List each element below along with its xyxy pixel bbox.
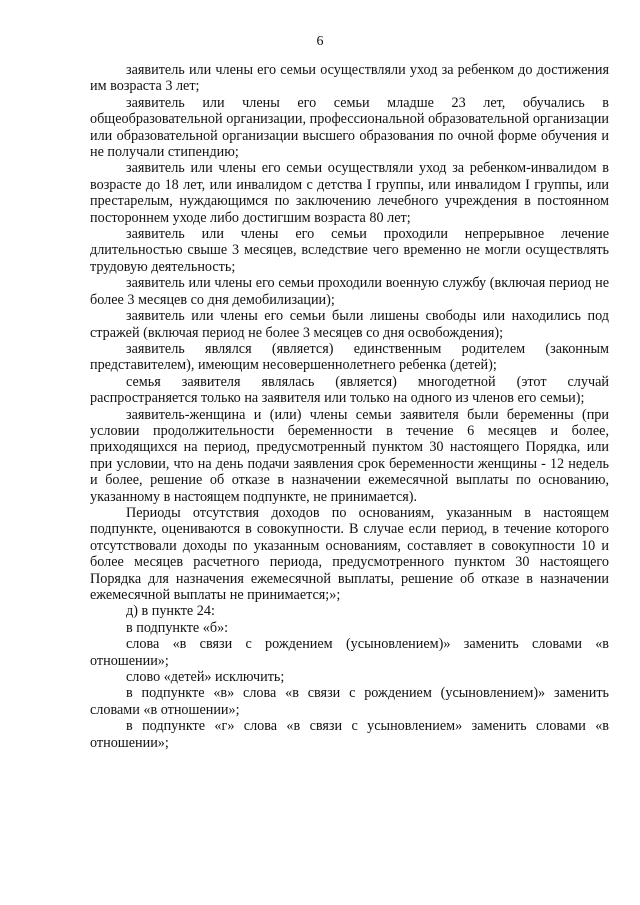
paragraph-1: заявитель или члены его семьи осуществляли уход за ребенком до достижения им возраста 3 лет; [90, 62, 609, 95]
paragraph-2: заявитель или члены его семьи младше 23 лет, обучались в общеобразовательной организации, профессиональной образовательной организации или образовательной организации высшего образования по очной форме обучения и не получали стипендию; [90, 94, 609, 161]
paragraph-3: заявитель или члены его семьи осуществляли уход за ребенком-инвалидом в возрасте до 18 лет, или инвалидом с детства I группы, или инвалидом I группы, или престарелым, нуждающимся по заключению лечебного учреждения в постоянном постороннем уходе либо достигшим возраста 80 лет; [90, 160, 609, 226]
paragraph-6: заявитель или члены его семьи были лишены свободы или находились под стражей (включая период не более 3 месяцев со дня освобождения); [90, 308, 609, 341]
paragraph-10: Периоды отсутствия доходов по основаниям, указанным в настоящем подпункте, оцениваются в совокупности. В случае если период, в течение которого отсутствовали доходы по указанным основаниям, составляет в совокупности 10 и более месяцев расчетного периода, предусмотренного пунктом 30 настоящего Порядка для назначения ежемесячной выплаты, решение об отказе в назначении ежемесячной выплаты не принимается;»; [90, 504, 609, 603]
document-body [90, 62, 609, 751]
paragraph-9: заявитель-женщина и (или) члены семьи заявителя были беременны (при условии продолжительности беременности в течение 6 месяцев и более, приходящихся на период, предусмотренный пунктом 30 настоящего Порядка, или при условии, что на день подачи заявления срок беременности женщины - 12 недель и более, решение об отказе в назначении ежемесячной выплаты по основанию, указанному в настоящем подпункте, не принимается). [90, 406, 609, 505]
page-number: 6 [316, 34, 324, 49]
paragraph-4: заявитель или члены его семьи проходили непрерывное лечение длительностью свыше 3 месяцев, вследствие чего временно не могли осуществлять трудовую деятельность; [90, 226, 609, 275]
paragraph-5: заявитель или члены его семьи проходили военную службу (включая период не более 3 месяцев со дня демобилизации); [90, 275, 609, 308]
paragraph-14: слово «детей» исключить; [126, 669, 285, 686]
paragraph-15: в подпункте «в» слова «в связи с рождением (усыновлением)» заменить словами «в отношении»; [90, 685, 609, 718]
paragraph-16: в подпункте «г» слова «в связи с усыновлением» заменить словами «в отношении»; [90, 718, 609, 751]
paragraph-8: семья заявителя являлась (является) многодетной (этот случай распространяется только на заявителя или только на одного из членов его семьи); [90, 373, 609, 407]
paragraph-11: д) в пункте 24: [126, 603, 215, 620]
paragraph-12: в подпункте «б»: [126, 619, 229, 636]
paragraph-13: слова «в связи с рождением (усыновлением)» заменить словами «в отношении»; [90, 636, 609, 669]
paragraph-7: заявитель являлся (является) единственным родителем (законным представителем), имеющим несовершеннолетнего ребенка (детей); [90, 340, 609, 374]
